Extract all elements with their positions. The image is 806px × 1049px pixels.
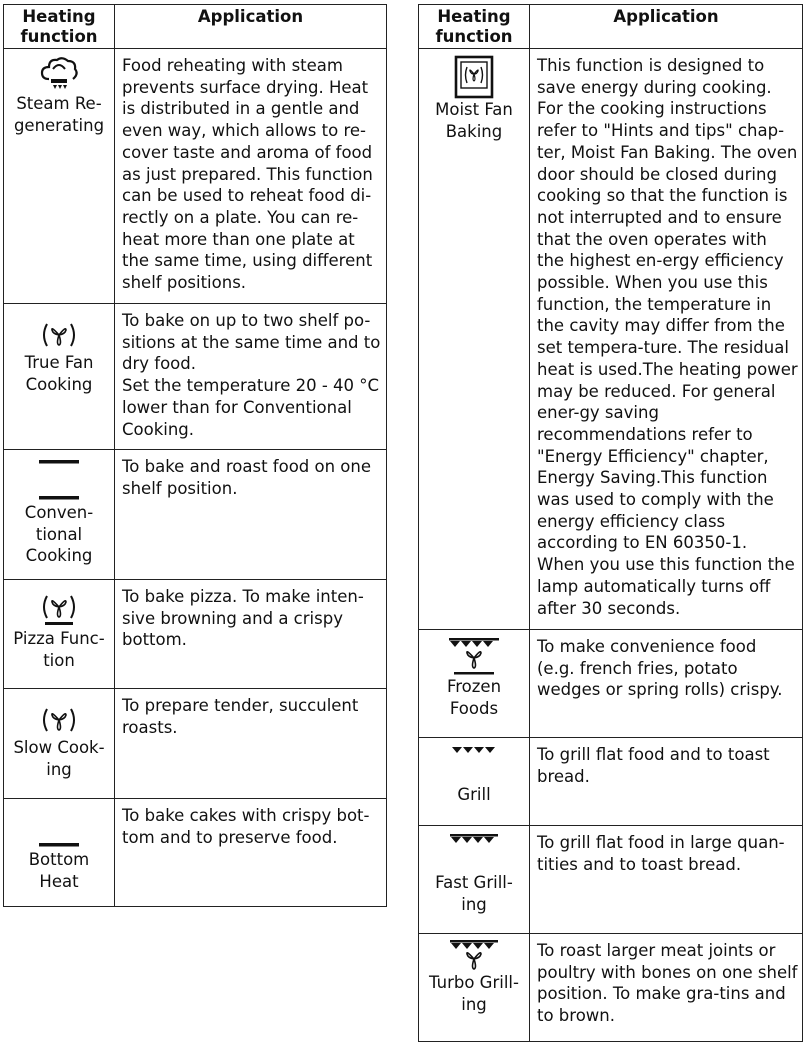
moist-fan-baking-icon [454, 55, 494, 99]
true-fan-icon [39, 318, 79, 352]
fast-grilling-icon [446, 832, 502, 872]
table-row [4, 304, 387, 450]
function-cell [419, 934, 530, 1042]
function-cell [4, 799, 115, 907]
application-text: To grill flat food in large quan-tities and to toast bread. [530, 826, 803, 934]
function-name: Turbo Grill- ing [429, 973, 519, 1014]
table-row [4, 450, 387, 580]
application-text: To bake pizza. To make inten-sive browning and a crispy bottom. [115, 580, 387, 689]
application-text: To bake on up to two shelf po-sitions at the same time and to dry food. Set the temperature 20 - 40 °C lower than for Conventional Cooking. [115, 304, 387, 450]
function-cell [419, 49, 530, 630]
header-application: Application [115, 5, 387, 49]
function-name: Frozen Foods [446, 677, 502, 718]
application-text: To grill flat food and to toast bread. [530, 738, 803, 826]
heating-functions-table-right [418, 4, 803, 1042]
frozen-foods-icon [446, 636, 502, 676]
table-row [419, 49, 803, 630]
function-cell [4, 304, 115, 450]
table-row [419, 826, 803, 934]
steam-regenerating-icon [37, 55, 81, 93]
function-name: Pizza Func- tion [13, 629, 105, 670]
table-header-row [419, 5, 803, 49]
function-name: Fast Grill- ing [435, 873, 513, 914]
header-heating-function: Heating function [419, 5, 530, 49]
header-heating-function: Heating function [4, 5, 115, 49]
pizza-function-icon [39, 592, 79, 628]
function-cell [419, 738, 530, 826]
bottom-heat-icon [37, 803, 81, 849]
heating-functions-table-left [3, 4, 387, 907]
table-row [4, 580, 387, 689]
function-name: Slow Cook- ing [13, 738, 105, 779]
function-cell [4, 49, 115, 304]
application-text: This function is designed to save energy during cooking. For the cooking instructions refer to "Hints and tips" chap-ter, Moist Fan Baking. The oven door should be closed during cooking so that the function is not interrupted and to ensure that the oven operates with the highest en-ergy efficiency possible. When you use this function, the temperature in the cavity may differ from the set tempera-ture. The residual heat is used.The heating power may be reduced. For general ener-gy saving recommendations refer to "Energy Efficiency" chapter, Energy Saving.This function was used to comply with the energy efficiency class according to EN 60350-1. When you use this function the lamp automatically turns off after 30 seconds. [530, 49, 803, 630]
application-text: To bake and roast food on one shelf position. [115, 450, 387, 580]
conventional-cooking-icon [37, 458, 81, 502]
application-text: To roast larger meat joints or poultry with bones on one shelf position. To make gra-tins and to brown. [530, 934, 803, 1042]
table-row [4, 689, 387, 799]
function-cell [4, 580, 115, 689]
function-name: Moist Fan Baking [435, 100, 513, 141]
table-row [419, 934, 803, 1042]
table-header-row [4, 5, 387, 49]
header-application: Application [530, 5, 803, 49]
function-name: Conven- tional Cooking [24, 503, 94, 565]
function-cell [419, 630, 530, 738]
table-row [419, 630, 803, 738]
function-cell [4, 689, 115, 799]
function-name: Bottom Heat [28, 850, 90, 891]
function-name: Grill [457, 785, 491, 804]
application-text: To make convenience food (e.g. french fries, potato wedges or spring rolls) crispy. [530, 630, 803, 738]
function-cell [4, 450, 115, 580]
turbo-grilling-icon [446, 938, 502, 972]
application-text: To bake cakes with crispy bot-tom and to preserve food. [115, 799, 387, 907]
application-text: To prepare tender, succulent roasts. [115, 689, 387, 799]
function-name: True Fan Cooking [24, 353, 94, 394]
table-row [4, 49, 387, 304]
grill-icon [446, 744, 502, 784]
table-row [4, 799, 387, 907]
slow-cooking-icon [39, 703, 79, 737]
function-name: Steam Re- generating [13, 94, 105, 135]
application-text: Food reheating with steam prevents surface drying. Heat is distributed in a gentle and even way, which allows to re-cover taste and aroma of food as just prepared. This function can be used to reheat food di-rectly on a plate. You can re-heat more than one plate at the same time, using different shelf positions. [115, 49, 387, 304]
function-cell [419, 826, 530, 934]
table-row [419, 738, 803, 826]
